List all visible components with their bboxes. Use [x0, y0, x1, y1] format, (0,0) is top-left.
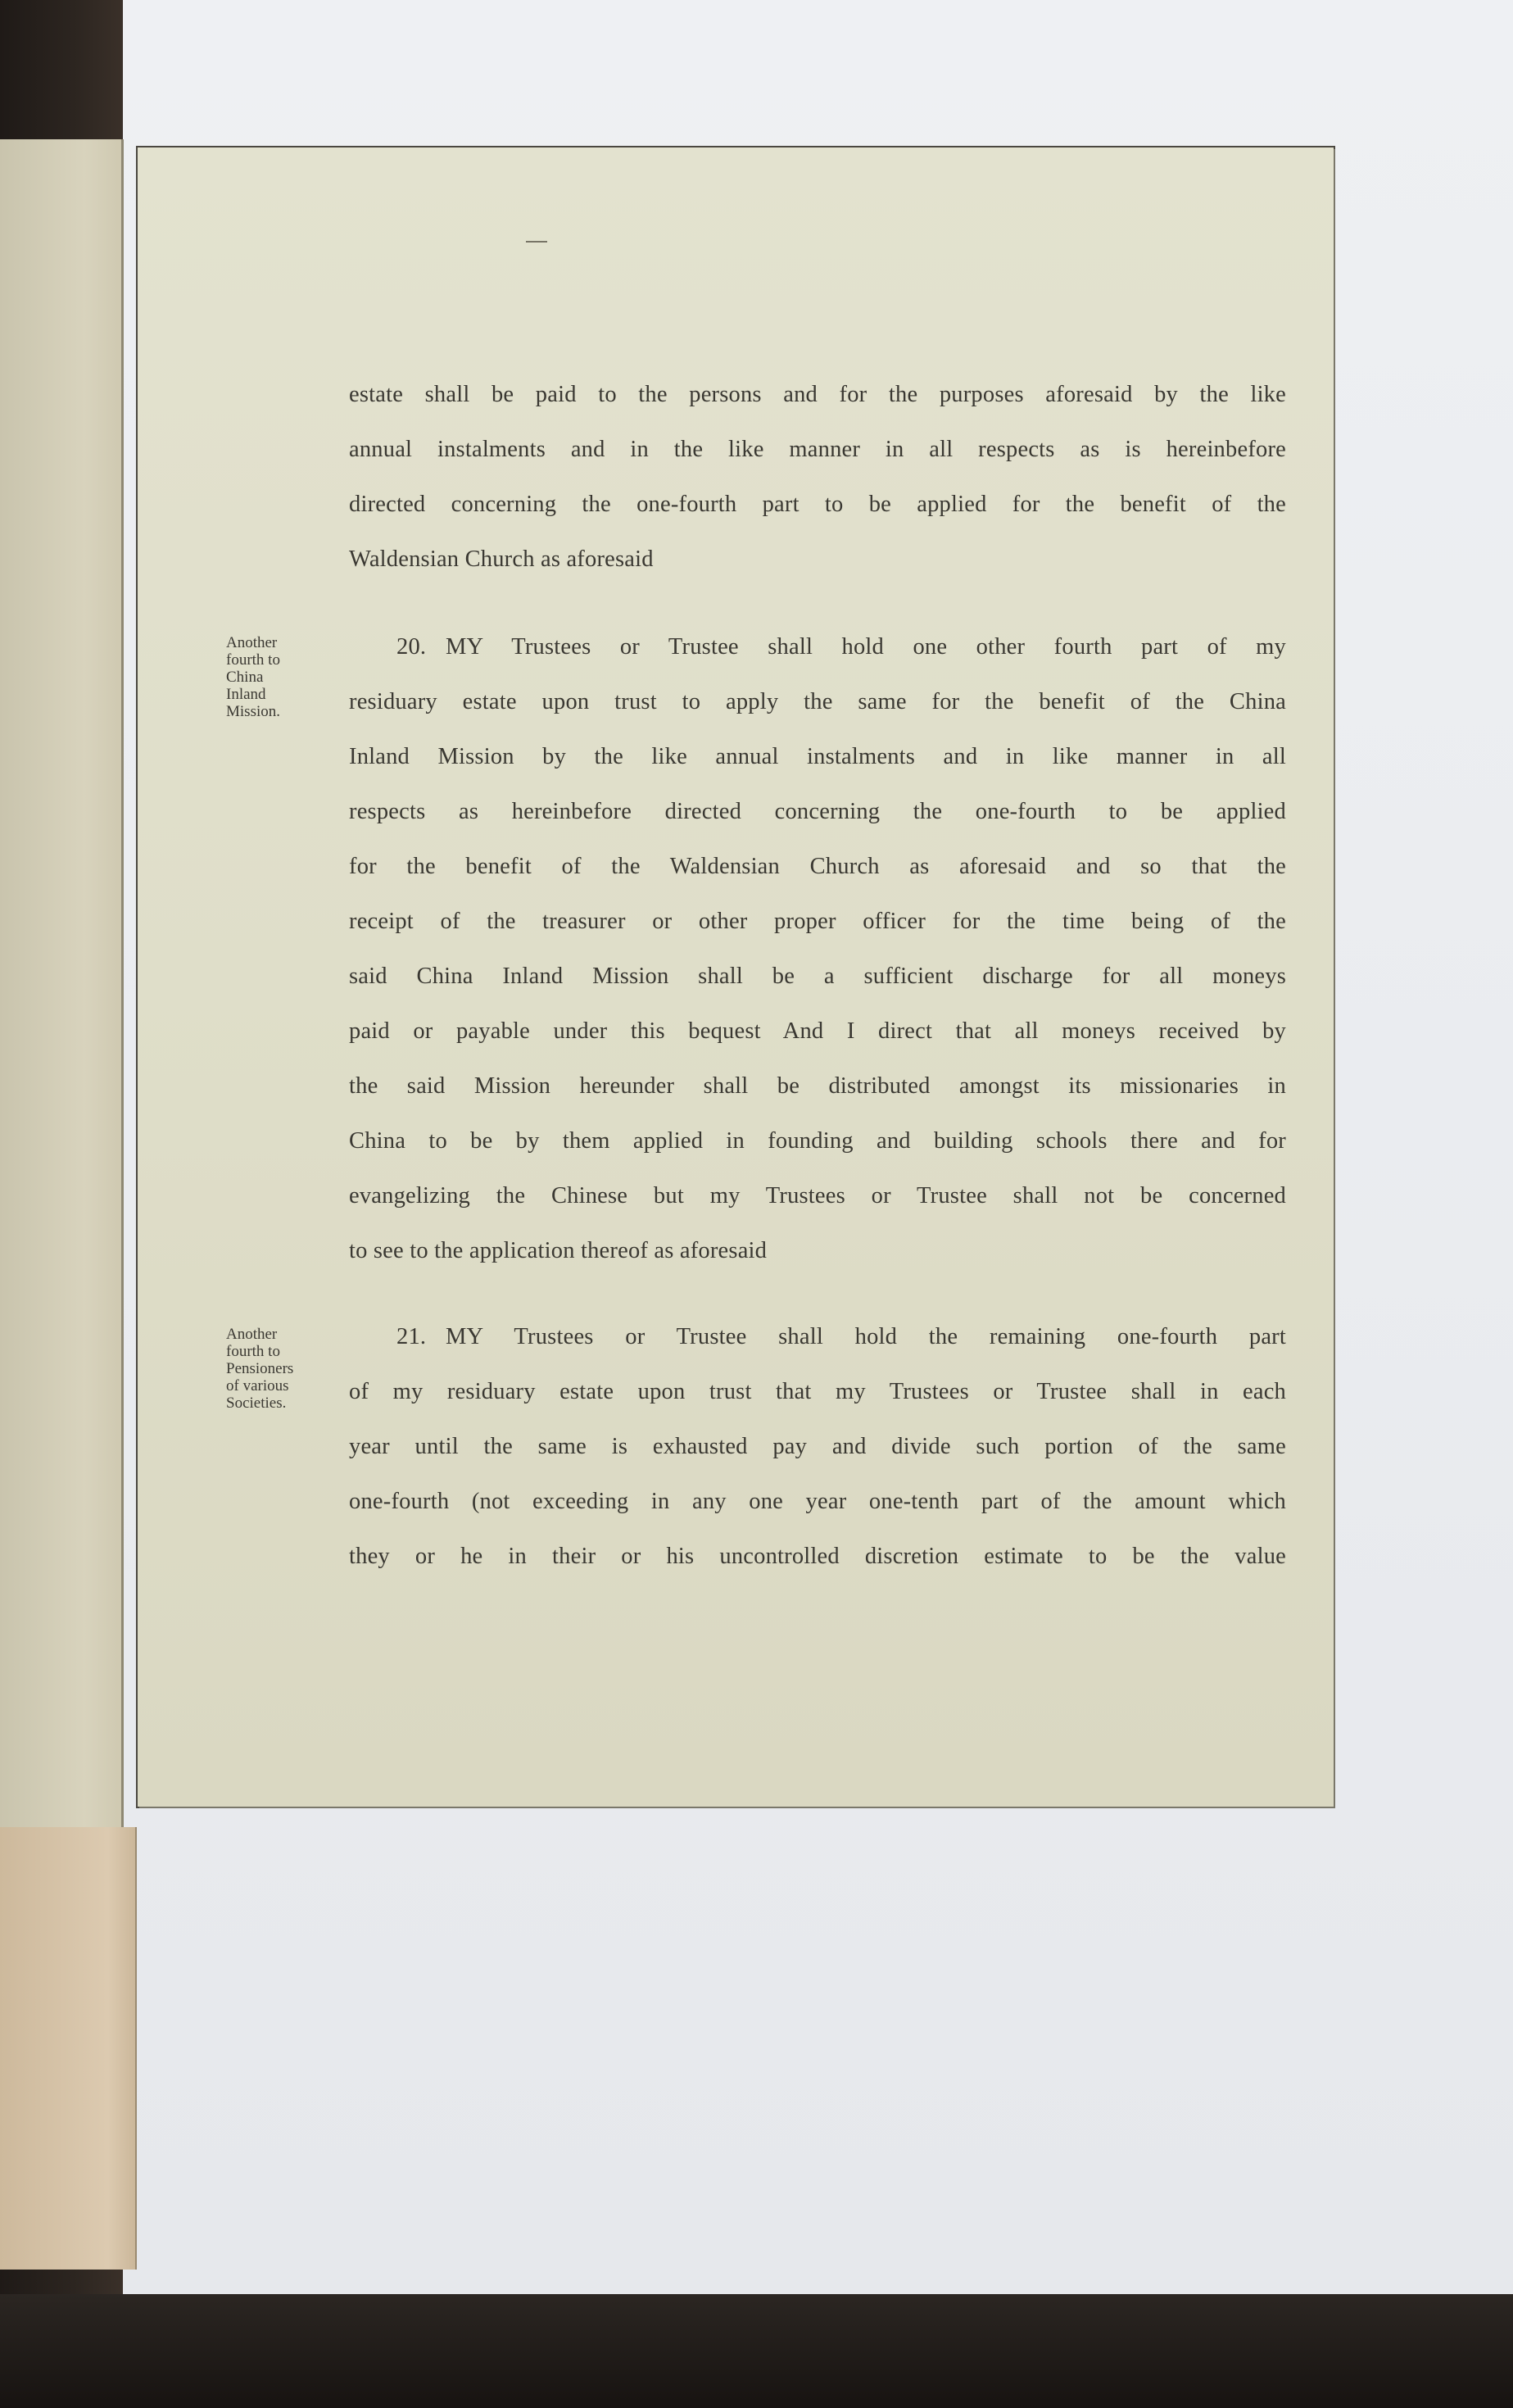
section-number: 21. — [396, 1324, 427, 1349]
text-line: residuary estate upon trust to apply the same for the benefit of the China — [349, 689, 1286, 714]
text-line: estate shall be paid to the persons and for the purposes aforesaid by the like — [349, 382, 1286, 407]
text-line: one-fourth (not exceeding in any one year one-tenth part of the amount which — [349, 1489, 1286, 1514]
text-line: receipt of the treasurer or other proper officer for the time being of the — [349, 909, 1286, 934]
text-line: respects as hereinbefore directed concerning the one-fourth to be applied — [349, 799, 1286, 824]
first-line-text: MY Trustees or Trustee shall hold one other fourth part of my — [446, 634, 1286, 660]
text-line: China to be by them applied in founding and building schools there and for — [349, 1128, 1286, 1154]
text-line: evangelizing the Chinese but my Trustees or Trustee shall not be concerned — [349, 1183, 1286, 1209]
margin-note-line: of various — [226, 1377, 289, 1394]
text-line — [349, 1309, 1286, 1364]
text-line: they or he in their or his uncontrolled discretion estimate to be the value — [349, 1544, 1286, 1569]
margin-note-line: Another — [226, 634, 278, 651]
scanner-edge-bottom — [0, 2294, 1513, 2408]
text-line: Inland Mission by the like annual instalments and in like manner in all — [349, 744, 1286, 769]
previous-page-lower-edge — [0, 1827, 137, 2270]
margin-note-line: fourth to — [226, 651, 280, 669]
margin-note-line: Pensioners — [226, 1360, 294, 1377]
margin-note-line: Mission. — [226, 703, 280, 720]
text-line: paid or payable under this bequest And I direct that all moneys received by — [349, 1018, 1286, 1044]
text-line: for the benefit of the Waldensian Church as aforesaid and so that the — [349, 854, 1286, 879]
text-line: of my residuary estate upon trust that my Trustees or Trustee shall in each — [349, 1379, 1286, 1404]
margin-note-line: Inland — [226, 686, 266, 703]
text-line: Waldensian Church as aforesaid — [349, 546, 654, 572]
page-top-mark — [526, 241, 547, 243]
text-line: said China Inland Mission shall be a sufficient discharge for all moneys — [349, 964, 1286, 989]
text-line: directed concerning the one-fourth part to be applied for the benefit of the — [349, 492, 1286, 517]
margin-note-line: fourth to — [226, 1343, 280, 1360]
text-line — [349, 619, 1286, 674]
margin-note-section-21 — [226, 1326, 324, 1412]
first-line-text: MY Trustees or Trustee shall hold the remaining one-fourth part — [446, 1324, 1286, 1349]
section-20-paragraph — [349, 619, 1286, 1278]
section-21-paragraph — [349, 1309, 1286, 1584]
margin-note-line: Societies. — [226, 1394, 287, 1412]
text-line: the said Mission hereunder shall be distributed amongst its missionaries in — [349, 1073, 1286, 1099]
section-number: 20. — [396, 634, 427, 660]
text-line: to see to the application thereof as aforesaid — [349, 1238, 768, 1263]
previous-page-edge — [0, 139, 124, 1827]
text-line: annual instalments and in the like manner in all respects as is hereinbefore — [349, 437, 1286, 462]
margin-note-line: Another — [226, 1326, 278, 1343]
document-page — [138, 147, 1334, 1807]
margin-note-line: China — [226, 669, 264, 686]
margin-note-section-20 — [226, 634, 324, 720]
continuation-paragraph — [349, 367, 1286, 587]
text-line: year until the same is exhausted pay and divide such portion of the same — [349, 1434, 1286, 1459]
